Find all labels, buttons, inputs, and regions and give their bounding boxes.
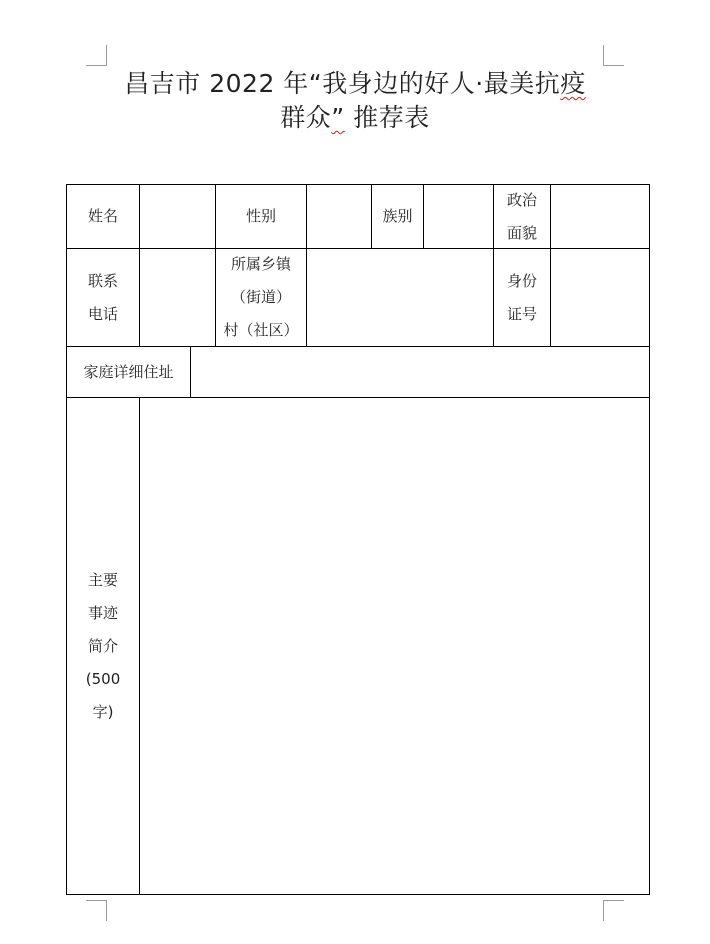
gender-label: 性别 [245,207,276,225]
id-number-label [494,249,550,346]
deeds-label-line-1: 主要 [87,570,118,589]
main-deeds-label [67,398,139,894]
deeds-label-line-3: 简介 [87,636,118,655]
phone-label-line-1: 联系 [87,271,118,290]
deeds-label-line-2: 事迹 [87,603,118,622]
phone-label [67,249,139,346]
home-address-label: 家庭详细住址 [83,362,174,381]
political-affiliation-label [494,185,550,248]
table-border-bottom [66,894,650,895]
political-affiliation-input-cell[interactable] [551,185,649,248]
title-line1-text: 昌吉市 2022 年“我身边的好人·最美抗 [124,69,561,98]
name-label: 姓名 [87,207,118,225]
political-label-line-2: 面貌 [506,223,537,242]
deeds-label-line-4: (500 [85,669,121,688]
gender-input-cell[interactable] [307,185,371,248]
name-input-cell[interactable] [140,185,215,248]
township-label-line-1: 所属乡镇 [230,255,291,273]
title-line2-tail: 推荐表 [344,103,430,132]
title-line1-spellcheck-flag: 疫 [560,69,586,98]
ethnicity-input-cell[interactable] [424,185,493,248]
deeds-label-line-5: 字) [92,702,114,721]
township-village-input-cell[interactable] [307,249,493,346]
township-label-line-3: 村（社区） [223,321,299,339]
main-deeds-input-cell[interactable] [140,398,649,894]
document-title-line-1 [80,68,630,100]
title-line2-spellcheck-flag: ” [331,103,345,132]
township-label-line-2: （街道） [230,288,291,306]
table-border-right [649,184,650,895]
political-label-line-1: 政治 [506,190,537,209]
title-line2-text: 群众 [280,103,332,132]
id-number-input-cell[interactable] [551,249,649,346]
document-title-line-2 [80,102,630,134]
phone-input-cell[interactable] [140,249,215,346]
township-village-label [216,249,306,346]
ethnicity-label: 族别 [382,207,413,225]
phone-label-line-2: 电话 [87,304,118,323]
id-label-line-1: 身份 [506,271,537,290]
home-address-input-cell[interactable] [191,347,649,397]
id-label-line-2: 证号 [506,304,537,323]
